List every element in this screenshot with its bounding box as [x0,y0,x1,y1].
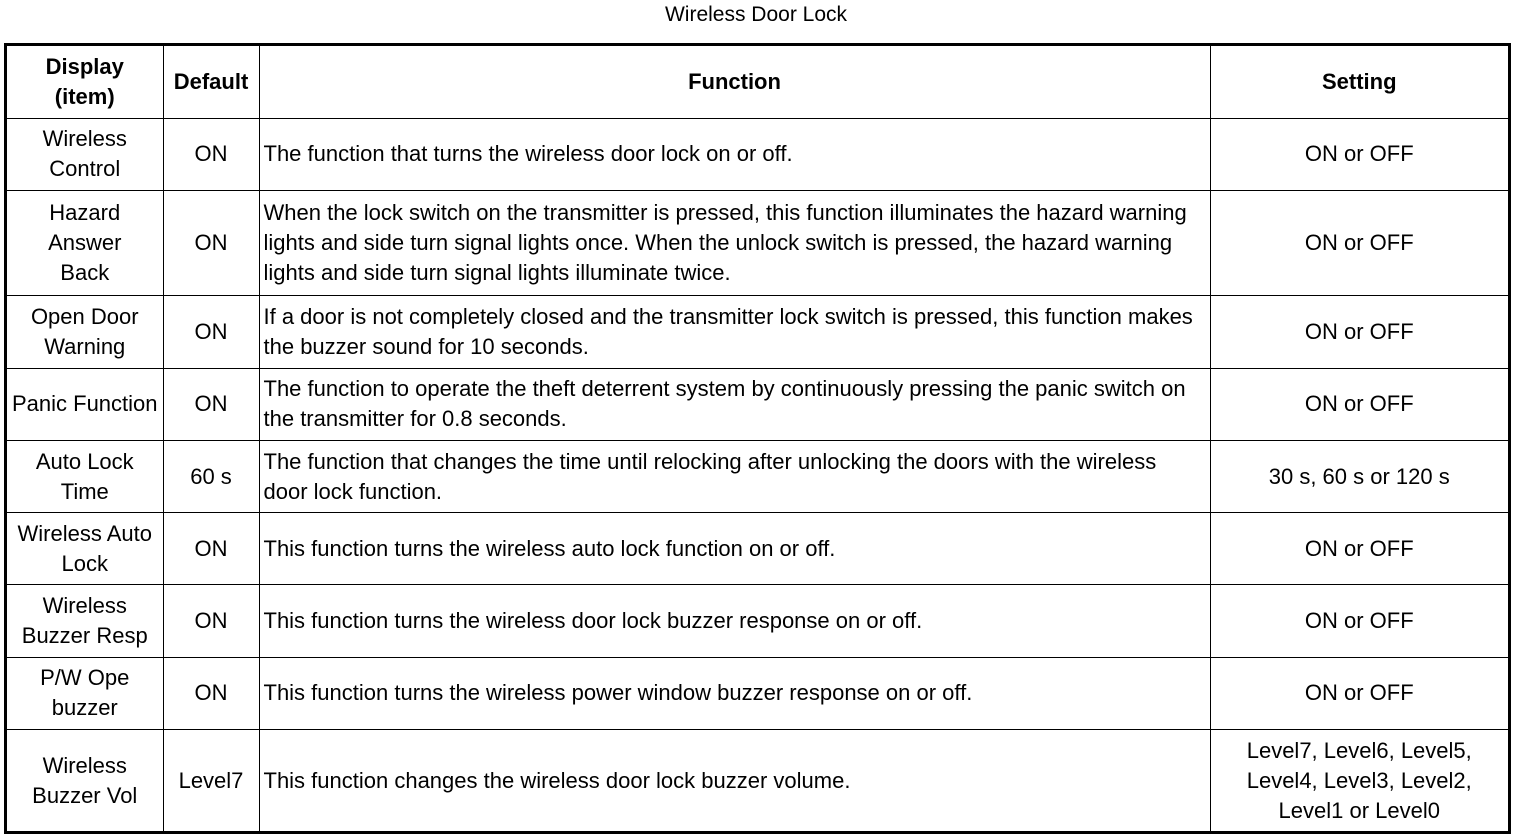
cell-display: P/W Ope buzzer [7,657,163,729]
cell-display: Panic Function [7,368,163,440]
cell-display: Auto Lock Time [7,440,163,512]
table-row [7,191,1508,296]
header-default: Default [163,46,259,118]
cell-default: ON [163,191,259,296]
cell-default: Level7 [163,730,259,831]
table-row [7,585,1508,657]
cell-function: The function to operate the theft deterrent system by continuously pressing the panic switch on the transmitter for 0.8 seconds. [259,368,1210,440]
cell-default: ON [163,368,259,440]
cell-function: The function that turns the wireless door lock on or off. [259,118,1210,190]
table-header-row [7,46,1508,118]
table-row [7,513,1508,585]
cell-setting: ON or OFF [1210,368,1508,440]
cell-function: This function turns the wireless auto lock function on or off. [259,513,1210,585]
cell-default: ON [163,118,259,190]
cell-function: This function turns the wireless door lock buzzer response on or off. [259,585,1210,657]
cell-setting: ON or OFF [1210,118,1508,190]
cell-function: The function that changes the time until relocking after unlocking the doors with the wireless door lock function. [259,440,1210,512]
cell-setting: Level7, Level6, Level5, Level4, Level3, Level2, Level1 or Level0 [1210,730,1508,831]
cell-setting: ON or OFF [1210,191,1508,296]
cell-display: Hazard Answer Back [7,191,163,296]
cell-display: Wireless Buzzer Resp [7,585,163,657]
cell-setting: ON or OFF [1210,657,1508,729]
page-title: Wireless Door Lock [664,3,848,26]
cell-setting: 30 s, 60 s or 120 s [1210,440,1508,512]
cell-default: ON [163,657,259,729]
header-display: Display (item) [7,46,163,118]
cell-setting: ON or OFF [1210,585,1508,657]
header-setting: Setting [1210,46,1508,118]
table-row [7,440,1508,512]
table-frame [4,43,1511,834]
table-row [7,730,1508,831]
cell-function: This function changes the wireless door lock buzzer volume. [259,730,1210,831]
cell-display: Wireless Buzzer Vol [7,730,163,831]
cell-display: Wireless Auto Lock [7,513,163,585]
cell-default: ON [163,513,259,585]
header-function: Function [259,46,1210,118]
table-row [7,657,1508,729]
spec-table [7,46,1508,831]
cell-function: When the lock switch on the transmitter is pressed, this function illuminates the hazard warning lights and side turn signal lights once. When the unlock switch is pressed, the hazard warning lights and side turn signal lights illuminate twice. [259,191,1210,296]
cell-default: ON [163,296,259,368]
cell-display: Wireless Control [7,118,163,190]
table-row [7,368,1508,440]
cell-function: This function turns the wireless power window buzzer response on or off. [259,657,1210,729]
cell-function: If a door is not completely closed and the transmitter lock switch is pressed, this function makes the buzzer sound for 10 seconds. [259,296,1210,368]
cell-setting: ON or OFF [1210,513,1508,585]
table-row [7,118,1508,190]
cell-default: 60 s [163,440,259,512]
cell-display: Open Door Warning [7,296,163,368]
cell-default: ON [163,585,259,657]
cell-setting: ON or OFF [1210,296,1508,368]
table-row [7,296,1508,368]
